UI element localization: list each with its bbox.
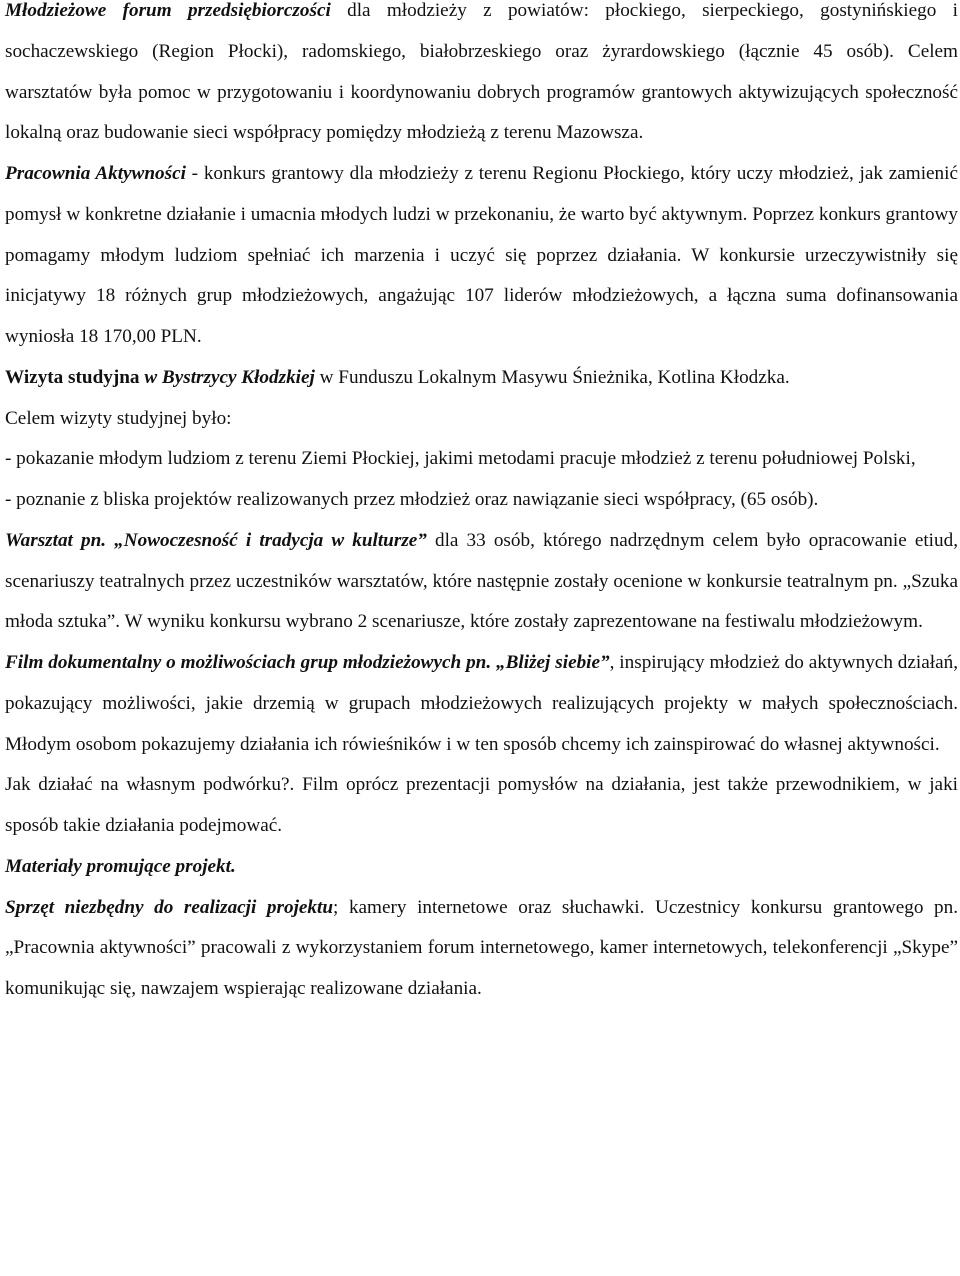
documentary-film-text: , inspirujący młodzież do aktywnych działań, pokazujący możliwości, jakie drzemią w grupach młodzieżowych realizujących projekty w małych społecznościach. Młodym osobom pokazujemy działania ich rówieśników i w ten sposób chcemy ich zainspirować do własnej aktywności.	[5, 652, 958, 755]
paragraph-visit-goal	[5, 399, 958, 440]
paragraph-activity-workshop	[5, 154, 958, 358]
list-item-goal-2	[5, 480, 958, 521]
paragraph-promo-materials	[5, 847, 958, 888]
study-visit-location: w Bystrzycy Kłodzkiej	[139, 366, 315, 388]
youth-forum-text-b: i koordynowaniu dobrych programów grantowych aktywizujących społeczność lokalną oraz budowanie sieci współpracy pomiędzy młodzieżą z terenu Mazowsza.	[5, 81, 959, 144]
study-visit-text: w Funduszu Lokalnym Masywu Śnieżnika, Kotlina Kłodzka.	[314, 366, 790, 388]
paragraph-culture-workshop	[5, 521, 958, 643]
culture-workshop-text: dla 33 osób, którego nadrzędnym celem było opracowanie etiud, scenariuszy teatralnych przez uczestników warsztatów, które następnie zostały ocenione w konkursie teatralnym pn. „Szuka młoda sztuka”. W wyniku konkursu wybrano 2 scenariusze, które zostały zaprezentowane na festiwalu młodzieżowym.	[5, 529, 959, 633]
heading-activity-workshop: Pracownia Aktywności	[5, 163, 186, 184]
equipment-text: ; kamery internetowe oraz słuchawki. Uczestnicy konkursu grantowego pn. „Pracownia aktywności” pracowali z wykorzystaniem forum internetowego, kamer internetowych, telekonferencji „Skype” komunikując się, nawzajem wspierając realizowane działania.	[5, 896, 958, 999]
visit-goal-text: Celem wizyty studyjnej było:	[5, 407, 232, 429]
heading-culture-workshop: Warsztat pn. „Nowoczesność i tradycja w kulturze”	[5, 529, 427, 551]
activity-workshop-text-a: - konkurs grantowy dla młodzieży z terenu Regionu Płockiego, który uczy młodzież, jak zamienić pomysł w konkretne działanie i umacnia młodych ludzi	[5, 163, 958, 225]
paragraph-youth-forum	[5, 0, 958, 154]
heading-study-visit: Wizyta studyjna	[5, 366, 140, 388]
activity-workshop-text-b: w przekonaniu, że warto być aktywnym. Poprzez konkurs grantowy pomagamy młodym ludziom spełniać ich marzenia i uczyć się poprzez działania. W konkursie urzeczywistniły się inicjatywy 18 różnych grup młodzieżowych, angażując 107 liderów młodzieżowych, a łączna suma dofinansowania wyniosła 18 170,00 PLN.	[5, 203, 958, 347]
youth-forum-text-a: dla młodzieży z powiatów: płockiego, sierpeckiego, gostynińskiego i sochaczewskiego (Region Płocki), radomskiego, białobrzeskiego oraz żyrardowskiego (łącznie 45 osób). Celem warsztatów była pomoc w przygotowaniu	[5, 0, 958, 103]
heading-youth-forum: Młodzieżowe forum przedsiębiorczości	[5, 0, 331, 21]
paragraph-study-visit	[5, 358, 958, 399]
goal-2-text: - poznanie z bliska projektów realizowanych przez młodzież oraz nawiązanie sieci współpracy, (65 osób).	[5, 489, 819, 510]
list-item-goal-1	[5, 439, 958, 480]
goal-1-text: - pokazanie młodym ludziom z terenu Ziemi Płockiej, jakimi metodami pracuje młodzież z terenu południowej Polski,	[5, 448, 916, 470]
heading-documentary-film: Film dokumentalny o możliwościach grup młodzieżowych pn. „Bliżej siebie”	[5, 652, 610, 673]
document-page	[5, 0, 958, 1010]
paragraph-equipment	[5, 888, 958, 1010]
paragraph-documentary-film	[5, 643, 958, 765]
heading-equipment: Sprzęt niezbędny do realizacji projektu	[5, 896, 334, 918]
film-description-text: Jak działać na własnym podwórku?. Film oprócz prezentacji pomysłów na działania, jest także przewodnikiem, w jaki sposób takie działania podejmować.	[5, 774, 958, 836]
paragraph-film-description	[5, 765, 958, 847]
heading-promo-materials: Materiały promujące projekt.	[5, 855, 236, 877]
